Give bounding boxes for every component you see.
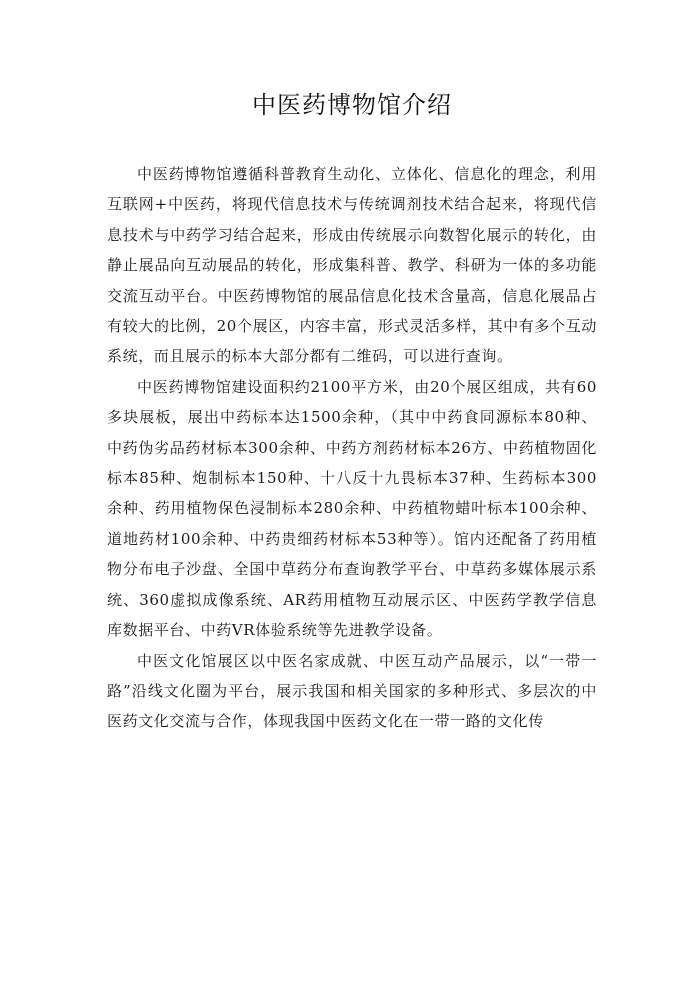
document-title: 中医药博物馆介绍 (252, 91, 452, 119)
paragraph-3: 中医文化馆展区以中医名家成就、中医互动产品展示，以“一带一路”沿线文化圈为平台，展示我国和相关国家的多种形式、多层次的中医药文化交流与合作，体现我国中医药文化在一带一路的文化传 (107, 651, 597, 731)
paragraph-2: 中医药博物馆建设面积约2100平方米，由20个展区组成，共有60多块展板，展出中药标本达1500余种，（其中中药食同源标本80种、中药伪劣品药材标本300余种、中药方剂药材标本26方、中药植物固化标本85种、炮制标本150种、十八反十九畏标本37种、生药标本300余种、药用植物保色浸制标本280余种、中药植物蜡叶标本100余种、道地药材100余种、中药贵细药材标本53种等）。馆内还配备了药用植物分布电子沙盘、全国中草药分布查询教学平台、中草药多媒体展示系统、360虚拟成像系统、AR药用植物互动展示区、中医药学教学信息库数据平台、中药VR体验系统等先进教学设备。 (107, 377, 597, 640)
document-body (107, 159, 597, 737)
paragraph-1: 中医药博物馆遵循科普教育生动化、立体化、信息化的理念，利用互联网+中医药，将现代信息技术与传统调剂技术结合起来，将现代信息技术与中药学习结合起来，形成由传统展示向数智化展示的转化，由静止展品向互动展品的转化，形成集科普、教学、科研为一体的多功能交流互动平台。中医药博物馆的展品信息化技术含量高，信息化展品占有较大的比例，20个展区，内容丰富，形式灵活多样，其中有多个互动系统，而且展示的标本大部分都有二维码，可以进行查询。 (107, 165, 597, 366)
